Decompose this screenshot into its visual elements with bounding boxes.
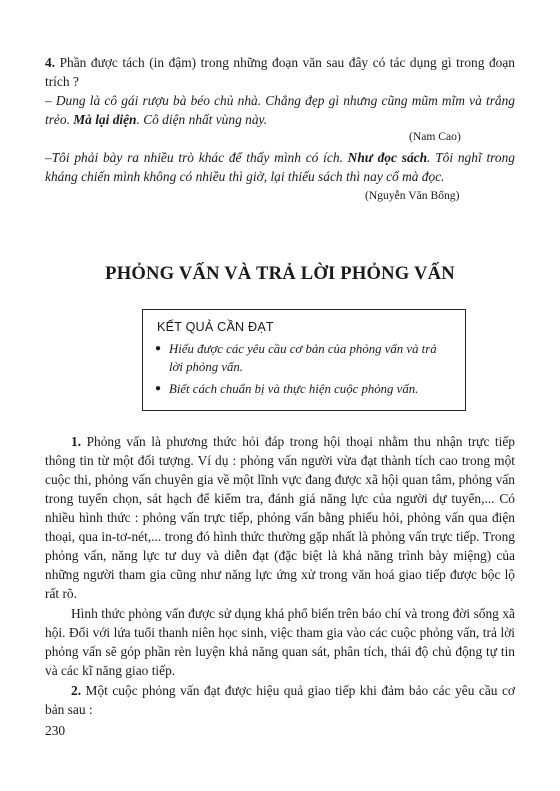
question-text: Phần được tách (in đậm) trong những đoạn văn sau đây có tác dụng gì trong đoạn trích ? — [45, 55, 515, 89]
paragraph-2 — [45, 604, 515, 680]
quote-1-text-after: . Cô diện nhất vùng này. — [136, 112, 268, 127]
results-box-title: KẾT QUẢ CẦN ĐẠT — [157, 320, 274, 334]
page-number: 230 — [45, 723, 66, 738]
results-item-text: Biết cách chuẩn bị và thực hiện cuộc phỏng vấn. — [169, 382, 419, 396]
paragraph-1-text: Phỏng vấn là phương thức hỏi đáp trong hội thoại nhằm thu nhận trực tiếp thông tin từ một đối tượng. Ví dụ : phỏng vấn người vừa đạt thành tích cao trong một cuộc thi, phỏng vấn chuyên gia về một lĩnh vực đang được xã hội quan tâm, phỏng vấn trong tuyển chọn, sát hạch để kiểm tra, đánh giá năng lực của người dự tuyển,... Có nhiều hình thức : phỏng vấn trực tiếp, phỏng vấn bằng phiếu hỏi, phỏng vấn qua điện thoại, qua in-tơ-nét,... trong đó hình thức thường gặp nhất là phỏng vấn trực tiếp. Trong phỏng vấn, năng lực tư duy và diễn đạt (đặc biệt là khả năng trình bày miệng) của những người tham gia cũng như năng lực ứng xử trong văn hoá giao tiếp được bộc lộ rất rõ. — [45, 434, 515, 601]
quote-1-text-before: – Dung là cô gái rượu bà béo chủ nhà. Chẳng đẹp gì nhưng cũng mũm mĩm và trắng trẻo. — [45, 93, 515, 127]
quote-1 — [45, 91, 515, 129]
quote-2-attribution: (Nguyễn Văn Bổng) — [365, 189, 460, 202]
results-box — [142, 309, 466, 411]
quote-2-text-before: –Tôi phải bày ra nhiều trò khác để thấy mình có ích. — [45, 150, 348, 165]
paragraph-1-number: 1. — [71, 434, 82, 449]
section-title: PHỎNG VẤN VÀ TRẢ LỜI PHỎNG VẤN — [105, 263, 455, 284]
paragraph-2-text: Hình thức phỏng vấn được sử dụng khá phổ biến trên báo chí và trong đời sống xã hội. Đối với lứa tuổi thanh niên học sinh, việc tham gia vào các cuộc phỏng vấn, trả lời phỏng vấn sẽ góp phần rèn luyện khả năng quan sát, phân tích, thái độ chủ động tự tin và các kĩ năng giao tiếp. — [45, 606, 515, 678]
results-item — [155, 340, 453, 376]
bullet-icon: ● — [155, 343, 162, 354]
results-item — [155, 380, 453, 398]
quote-2-bold: Như đọc sách — [347, 150, 428, 165]
paragraph-3 — [45, 681, 515, 719]
bullet-icon: ● — [155, 383, 162, 394]
quote-2-text-after: . Tôi nghĩ trong kháng chiến mình không có nhiều thì giờ, lại thiếu sách thì nay cố mà đọc. — [45, 150, 515, 184]
paragraph-3-number: 2. — [71, 683, 82, 698]
paragraph-3-text: Một cuộc phỏng vấn đạt được hiệu quả giao tiếp khi đảm bảo các yêu cầu cơ bản sau : — [45, 683, 515, 717]
results-item-text: Hiểu được các yêu cầu cơ bản của phỏng vấn và trả lời phỏng vấn. — [169, 342, 437, 374]
question-4 — [45, 53, 515, 91]
question-number: 4. — [45, 55, 56, 70]
quote-1-bold: Mà lại diện — [73, 112, 137, 127]
paragraph-1 — [45, 432, 515, 603]
quote-2 — [45, 148, 515, 186]
quote-1-attribution: (Nam Cao) — [409, 130, 461, 143]
results-list — [155, 340, 453, 398]
